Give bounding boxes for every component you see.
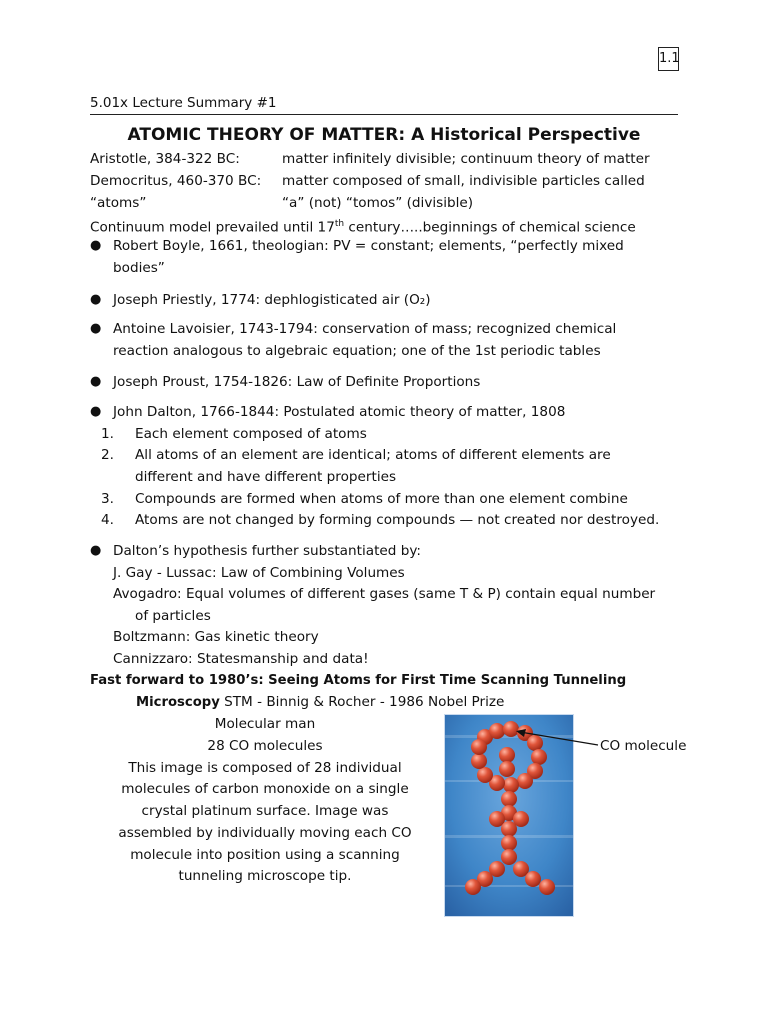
bullet-dot-icon: ● (90, 374, 102, 389)
lavoisier-line-1: Antoine Lavoisier, 1743-1794: conservation of mass; recognized chemical (113, 321, 617, 337)
boyle-line-1: Robert Boyle, 1661, theologian: PV = constant; elements, “perfectly mixed (113, 238, 624, 254)
bullet-dot-icon: ● (90, 543, 102, 558)
course-header: 5.01x Lecture Summary #1 (90, 93, 678, 115)
co-molecule-dot (539, 879, 555, 895)
molecular-man-graphic (445, 715, 573, 916)
stm-heading-rest: STM - Binnig & Rocher - 1986 Nobel Prize (219, 694, 505, 710)
aristotle-name: Aristotle, 384-322 BC: (90, 151, 240, 167)
co-molecule-dot (471, 739, 487, 755)
bullet-dot-icon: ● (90, 404, 102, 419)
bullet-dot-icon: ● (90, 321, 102, 336)
co-molecule-dot (503, 777, 519, 793)
caption-line: assembled by individually moving each CO (118, 825, 412, 841)
stm-heading-line-1: Fast forward to 1980’s: Seeing Atoms for First Time Scanning Tunneling (90, 673, 627, 688)
co-molecule-dot (531, 749, 547, 765)
page-title: ATOMIC THEORY OF MATTER: A Historical Perspective (127, 125, 641, 145)
caption-title: Molecular man (214, 716, 316, 732)
atoms-etymology: “a” (not) “tomos” (divisible) (282, 195, 474, 211)
co-molecule-dot (499, 747, 515, 763)
dalton-point-text: Compounds are formed when atoms of more than one element combine (135, 491, 628, 507)
dalton-point-text: Atoms are not changed by forming compounds — not created nor destroyed. (135, 512, 660, 528)
boltzmann-line: Boltzmann: Gas kinetic theory (113, 629, 319, 645)
caption-line: crystal platinum surface. Image was (141, 803, 389, 819)
democritus-desc: matter composed of small, indivisible particles called (282, 173, 645, 189)
co-molecule-dot (503, 721, 519, 737)
stm-molecular-man-image (444, 714, 574, 917)
continuum-post: century…..beginnings of chemical science (344, 219, 636, 236)
co-molecule-dot (477, 767, 493, 783)
lavoisier-line-2: reaction analogous to algebraic equation; one of the 1st periodic tables (113, 343, 601, 359)
cannizzaro-line: Cannizzaro: Statesmanship and data! (113, 651, 369, 667)
dalton-point-number: 3. (101, 491, 114, 507)
stm-heading-line-2 (136, 692, 504, 713)
proust-line: Joseph Proust, 1754-1826: Law of Definite Proportions (113, 374, 481, 390)
co-molecule-dot (501, 791, 517, 807)
aristotle-desc: matter infinitely divisible; continuum theory of matter (282, 151, 650, 167)
co-molecule-dot (501, 849, 517, 865)
dalton-point-text: different and have different properties (135, 469, 397, 485)
page-number: 1.1 (658, 47, 679, 71)
atoms-word: “atoms” (90, 195, 147, 211)
co-molecule-dot (489, 723, 505, 739)
priestly-line: Joseph Priestly, 1774: dephlogisticated air (O₂) (113, 292, 431, 308)
continuum-sup: th (334, 219, 345, 229)
co-molecule-dot (501, 821, 517, 837)
co-molecule-dot (501, 835, 517, 851)
continuum-pre: Continuum model prevailed until 17 (90, 219, 335, 236)
dalton-line: John Dalton, 1766-1844: Postulated atomic theory of matter, 1808 (113, 404, 566, 420)
bullet-dot-icon: ● (90, 292, 102, 307)
caption-line: molecule into position using a scanning (130, 847, 400, 863)
avogadro-line-2: of particles (135, 608, 211, 624)
stm-heading-bold: Microscopy (136, 695, 220, 710)
substantiated-heading: Dalton’s hypothesis further substantiated by: (113, 543, 421, 559)
co-molecule-dot (465, 879, 481, 895)
dalton-point-text: All atoms of an element are identical; atoms of different elements are (135, 447, 611, 463)
caption-count: 28 CO molecules (207, 738, 323, 754)
democritus-name: Democritus, 460-370 BC: (90, 173, 262, 189)
co-molecule-label: CO molecule (600, 738, 687, 754)
caption-line: This image is composed of 28 individual (128, 760, 402, 776)
dalton-point-number: 4. (101, 512, 114, 528)
caption-line: tunneling microscope tip. (178, 868, 352, 884)
caption-line: molecules of carbon monoxide on a single (121, 781, 409, 797)
gay-lussac-line: J. Gay - Lussac: Law of Combining Volumes (113, 565, 405, 581)
co-molecule-dot (517, 773, 533, 789)
bullet-dot-icon: ● (90, 238, 102, 253)
co-molecule-dot (499, 761, 515, 777)
dalton-point-number: 1. (101, 426, 114, 442)
continuum-line (90, 214, 636, 238)
dalton-point-text: Each element composed of atoms (135, 426, 367, 442)
avogadro-line-1: Avogadro: Equal volumes of different gases (same T & P) contain equal number (113, 586, 656, 602)
co-molecule-dot (527, 735, 543, 751)
boyle-line-2: bodies” (113, 260, 165, 276)
dalton-point-number: 2. (101, 447, 114, 463)
co-molecule-dot (525, 871, 541, 887)
co-molecule-dot (471, 753, 487, 769)
